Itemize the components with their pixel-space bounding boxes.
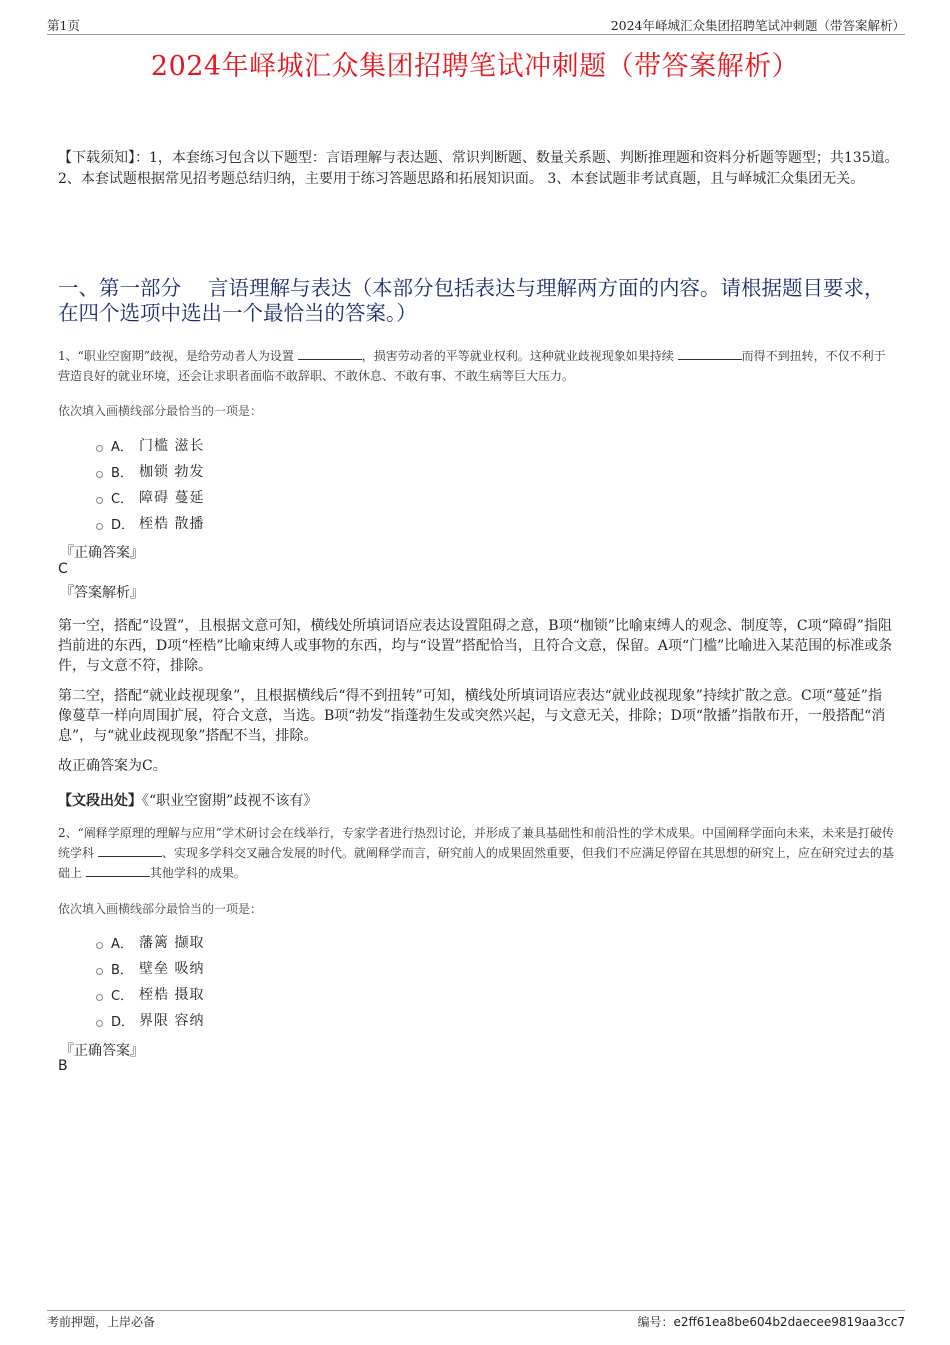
page-header (47, 14, 905, 35)
analysis-label: 『答案解析』 (60, 585, 144, 601)
fill-blank (86, 864, 150, 877)
radio-button[interactable] (96, 994, 103, 1001)
option-d[interactable]: D． 界限 容纳 (96, 1007, 204, 1033)
conclusion: 故正确答案为C。 (58, 758, 167, 774)
option-b[interactable]: B． 枷锁 勃发 (96, 458, 204, 484)
question-2-options (96, 929, 204, 1033)
section-heading: 一、第一部分 言语理解与表达（本部分包括表达与理解两方面的内容。请根据题目要求，在四个选项中选出一个最恰当的答案。） (58, 276, 885, 325)
question-1-instruction: 依次填入画横线部分最恰当的一项是： (58, 404, 263, 418)
footer-code: 编号：e2ff61ea8be604b2daecee9819aa3cc7 (637, 1315, 905, 1329)
question-1-text: 1、“职业空窗期”歧视，是给劳动者人为设置 ，损害劳动者的平等就业权利。这种就业歧视现象如果持续 而得不到扭转，不仅不利于营造良好的就业环境，还会让求职者面临不敢辞职、不敢休息、不敢有事、不敢生病等巨大压力。 (58, 349, 886, 383)
header-doc-title: 2024年峄城汇众集团招聘笔试冲刺题（带答案解析） (610, 18, 905, 33)
fill-blank (298, 347, 362, 360)
option-c[interactable]: C． 桎梏 摄取 (96, 981, 204, 1007)
radio-button[interactable] (96, 523, 103, 530)
option-b[interactable]: B． 壁垒 吸纳 (96, 955, 204, 981)
option-d[interactable]: D． 桎梏 散播 (96, 510, 204, 536)
option-a[interactable]: A． 藩篱 撷取 (96, 929, 204, 955)
radio-button[interactable] (96, 968, 103, 975)
correct-answer-label: 『正确答案』 (60, 1043, 144, 1059)
document-title: 2024年峄城汇众集团招聘笔试冲刺题（带答案解析） (150, 51, 800, 82)
question-2-instruction: 依次填入画横线部分最恰当的一项是： (58, 902, 263, 916)
radio-button[interactable] (96, 942, 103, 949)
correct-answer-label: 『正确答案』 (60, 545, 144, 561)
fill-blank (678, 347, 742, 360)
radio-button[interactable] (96, 1020, 103, 1027)
fill-blank (98, 844, 162, 857)
radio-button[interactable] (96, 445, 103, 452)
analysis-paragraph-1: 第一空，搭配“设置”，且根据文意可知，横线处所填词语应表达设置阻碍之意，B项“枷锁”比喻束缚人的观念、制度等，C项“障碍”指阻挡前进的东西，D项“桎梏”比喻束缚人或事物的东西，均与“设置”搭配恰当，且符合文意，保留。A项“门槛”比喻进入某范围的标准或条件，与文意不符，排除。 (58, 618, 893, 674)
radio-button[interactable] (96, 471, 103, 478)
footer-divider (47, 1310, 905, 1311)
analysis-paragraph-2: 第二空，搭配“就业歧视现象”，且根据横线后“得不到扭转”可知，横线处所填词语应表达“就业歧视现象”持续扩散之意。C项“蔓延”指像蔓草一样向周围扩展，符合文意，当选。B项“勃发”指蓬勃生发或突然兴起，与文意无关，排除；D项“散播”指散布开，一般搭配“消息”，与“就业歧视现象”搭配不当，排除。 (58, 688, 886, 744)
footer-slogan: 考前押题，上岸必备 (47, 1315, 156, 1329)
correct-answer: B (58, 1058, 68, 1074)
option-a[interactable]: A． 门槛 滋长 (96, 432, 204, 458)
text-source: 【文段出处】《“职业空窗期”歧视不该有》 (58, 793, 318, 809)
question-2-text: 2、“阐释学原理的理解与应用”学术研讨会在线举行，专家学者进行热烈讨论，并形成了兼具基础性和前沿性的学术成果。中国阐释学面向未来，未来是打破传统学科 、实现多学科交叉融合发展的时代。就阐释学而言，研究前人的成果固然重要，但我们不应满足停留在其思想的研究上，应在研究过去的基础上 其他学科的成果。 (58, 826, 894, 880)
correct-answer: C (58, 561, 68, 577)
option-c[interactable]: C． 障碍 蔓延 (96, 484, 204, 510)
download-notice: 【下载须知】：1，本套练习包含以下题型：言语理解与表达题、常识判断题、数量关系题、判断推理题和资料分析题等题型；共135道。 2、本套试题根据常见招考题总结归纳，主要用于练习答题思路和拓展知识面。 3、本套试题非考试真题，且与峄城汇众集团无关。 (58, 150, 899, 187)
radio-button[interactable] (96, 497, 103, 504)
page-number: 第1页 (47, 18, 80, 33)
question-1-options (96, 432, 204, 536)
